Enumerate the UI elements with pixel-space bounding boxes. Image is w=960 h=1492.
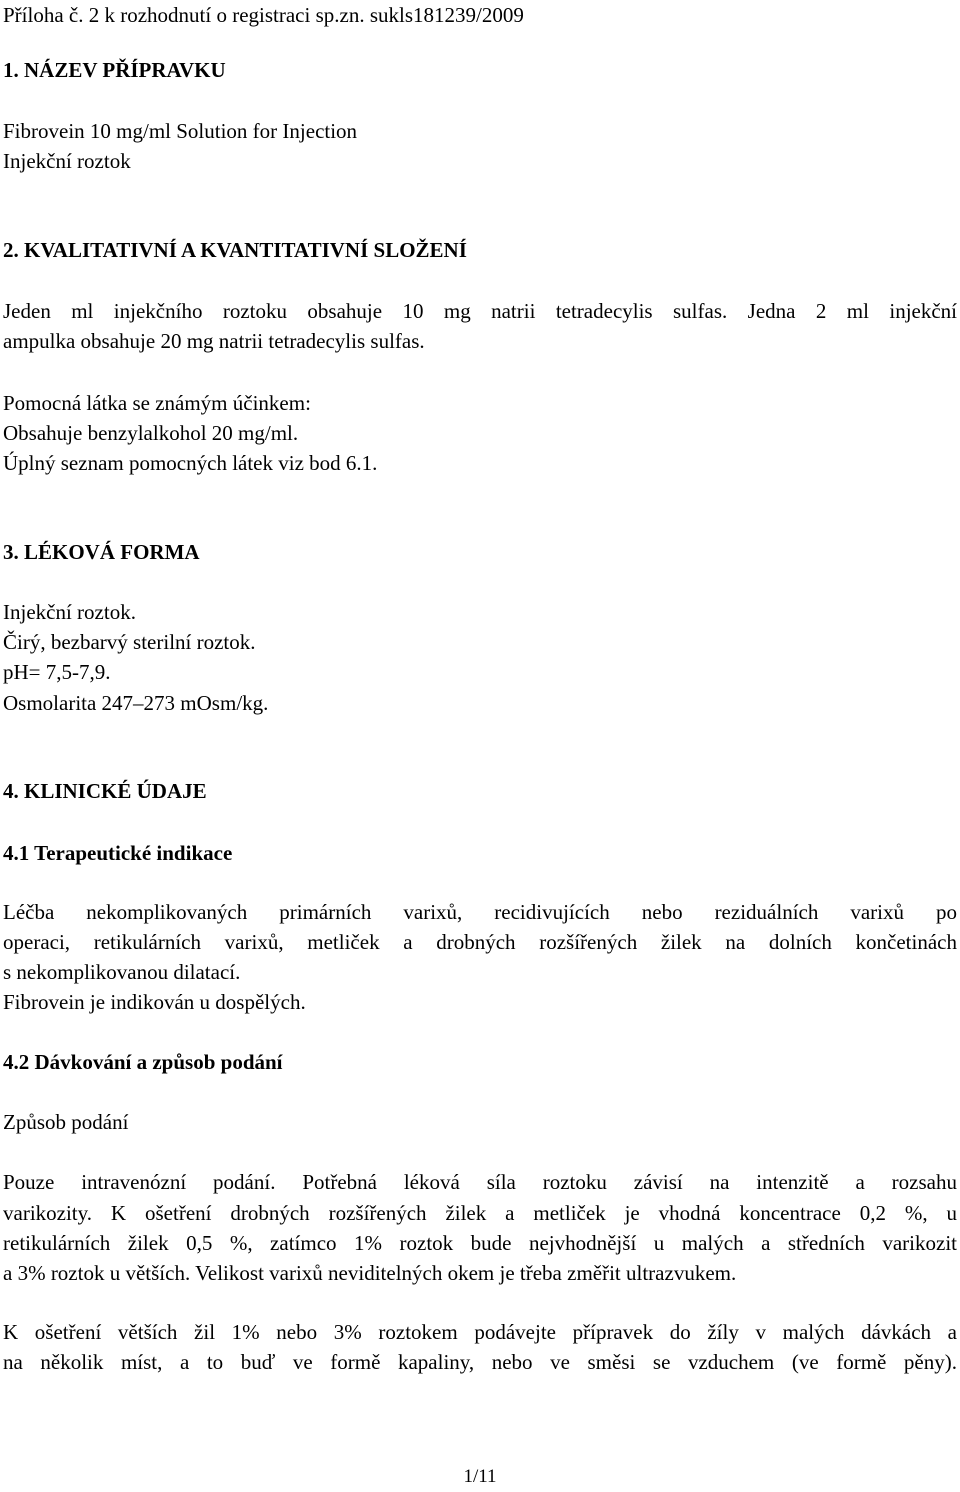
indication-text: s nekomplikovanou dilatací. (3, 960, 241, 984)
dosage-form-text: Injekční roztok. (3, 600, 136, 624)
product-name: Fibrovein 10 mg/ml Solution for Injection (3, 119, 358, 143)
section-2-heading: 2. KVALITATIVNÍ A KVANTITATIVNÍ SLOŽENÍ (3, 238, 467, 262)
section-4-heading: 4. KLINICKÉ ÚDAJE (3, 779, 207, 803)
administration-text: a 3% roztok u větších. Velikost varixů neviditelných okem je třeba změřit ultrazvukem. (3, 1261, 737, 1285)
administration-text: retikulárních žilek 0,5 %, zatímco 1% roztok bude nejvhodnější u malých a středních varikozit (3, 1231, 957, 1255)
subsection-4-2-heading: 4.2 Dávkování a způsob podání (3, 1050, 283, 1074)
dosage-form-text: Osmolarita 247–273 mOsm/kg. (3, 691, 269, 715)
indication-text: Fibrovein je indikován u dospělých. (3, 990, 306, 1014)
section-3-heading: 3. LÉKOVÁ FORMA (3, 540, 200, 564)
subsection-4-1-heading: 4.1 Terapeutické indikace (3, 841, 233, 865)
indication-text: Léčba nekomplikovaných primárních varixů, recidivujících nebo reziduálních varixů po (3, 900, 957, 924)
excipient-reference: Úplný seznam pomocných látek viz bod 6.1. (3, 451, 378, 475)
excipient-label: Pomocná látka se známým účinkem: (3, 391, 311, 415)
product-form: Injekční roztok (3, 149, 131, 173)
indication-text: operaci, retikulárních varixů, metliček a drobných rozšířených žilek na dolních končetinách (3, 930, 957, 954)
attachment-header: Příloha č. 2 k rozhodnutí o registraci sp.zn. sukls181239/2009 (3, 3, 524, 27)
administration-text: varikozity. K ošetření drobných rozšířených žilek a metliček je vhodná koncentrace 0,2 %, u (3, 1201, 957, 1225)
administration-subheading: Způsob podání (3, 1110, 129, 1134)
dosage-form-text: pH= 7,5-7,9. (3, 660, 111, 684)
section-1-heading: 1. NÁZEV PŘÍPRAVKU (3, 58, 226, 82)
dosage-form-text: Čirý, bezbarvý sterilní roztok. (3, 630, 256, 654)
administration-text: Pouze intravenózní podání. Potřebná léková síla roztoku závisí na intenzitě a rozsahu (3, 1170, 957, 1194)
composition-text: ampulka obsahuje 20 mg natrii tetradecylis sulfas. (3, 329, 425, 353)
composition-text: Jeden ml injekčního roztoku obsahuje 10 mg natrii tetradecylis sulfas. Jedna 2 ml injekční (3, 299, 957, 323)
administration-text: na několik míst, a to buď ve formě kapaliny, nebo ve směsi se vzduchem (ve formě pěny). (3, 1350, 957, 1374)
administration-text: K ošetření větších žil 1% nebo 3% roztokem podávejte přípravek do žíly v malých dávkách a (3, 1320, 957, 1344)
page-number: 1/11 (463, 1466, 497, 1487)
excipient-value: Obsahuje benzylalkohol 20 mg/ml. (3, 421, 299, 445)
